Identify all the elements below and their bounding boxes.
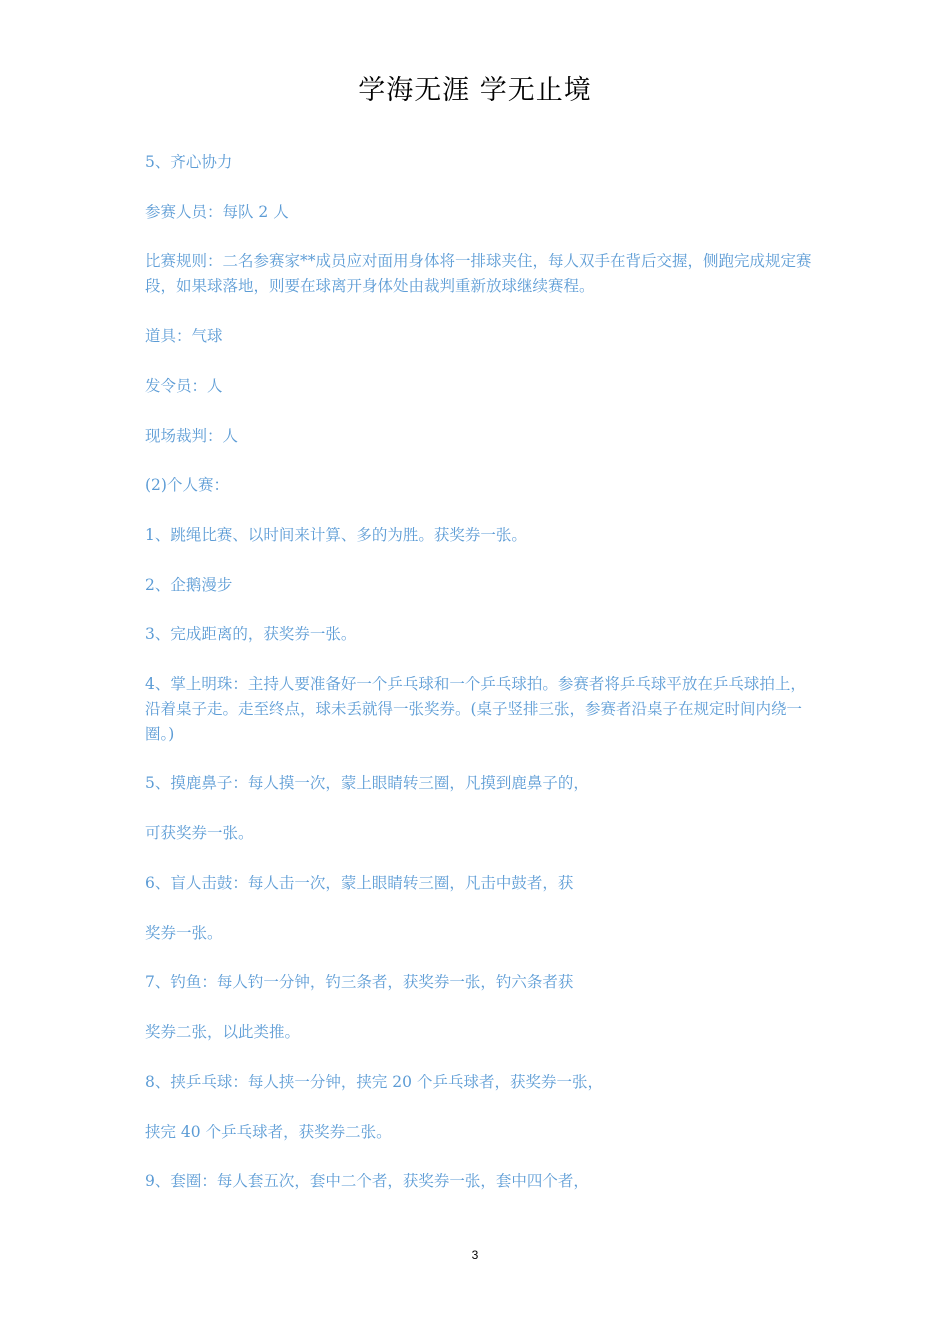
paragraph: 奖券二张，以此类推。 — [145, 1023, 301, 1041]
paragraph: 参赛人员：每队 2 人 — [145, 203, 289, 221]
paragraph: 发令员：人 — [145, 377, 223, 395]
paragraph: 道具：气球 — [145, 327, 223, 345]
paragraph: 8、挟乒乓球：每人挟一分钟，挟完 20 个乒乓球者，获奖券一张， — [145, 1073, 603, 1091]
paragraph: 挟完 40 个乒乓球者，获奖券二张。 — [145, 1123, 392, 1141]
paragraph: 现场裁判：人 — [145, 427, 239, 445]
paragraph: 1、跳绳比赛、以时间来计算、多的为胜。获奖券一张。 — [145, 526, 527, 544]
paragraph: 可获奖券一张。 — [145, 824, 254, 842]
page-number: 3 — [471, 1248, 479, 1262]
paragraph: 奖券一张。 — [145, 924, 223, 942]
paragraph: 5、齐心协力 — [145, 153, 233, 171]
paragraph: 6、盲人击鼓：每人击一次，蒙上眼睛转三圈，凡击中鼓者，获 — [145, 874, 574, 892]
paragraph: 5、摸鹿鼻子：每人摸一次，蒙上眼睛转三圈，凡摸到鹿鼻子的， — [145, 774, 589, 792]
paragraph: 比赛规则：二名参赛家**成员应对面用身体将一排球夹住，每人双手在背后交握，侧跑完成规定赛段，如果球落地，则要在球离开身体处由裁判重新放球继续赛程。 — [145, 252, 812, 295]
paragraph: 4、掌上明珠：主持人要准备好一个乒乓球和一个乒乓球拍。参赛者将乒乓球平放在乒乓球拍上，沿着桌子走。走至终点，球未丢就得一张奖券。(桌子竖排三张，参赛者沿桌子在规定时间内绕一圈。) — [145, 675, 806, 743]
paragraph: 7、钓鱼：每人钓一分钟，钓三条者，获奖券一张，钓六条者获 — [145, 973, 574, 991]
paragraph: 9、套圈：每人套五次，套中二个者，获奖券一张，套中四个者， — [145, 1172, 589, 1190]
paragraph: 3、完成距离的，获奖券一张。 — [145, 625, 357, 643]
paragraph: 2、企鹅漫步 — [145, 576, 233, 594]
page-header: 学海无涯 学无止境 — [358, 75, 592, 106]
paragraph: (2)个人赛： — [145, 476, 229, 494]
